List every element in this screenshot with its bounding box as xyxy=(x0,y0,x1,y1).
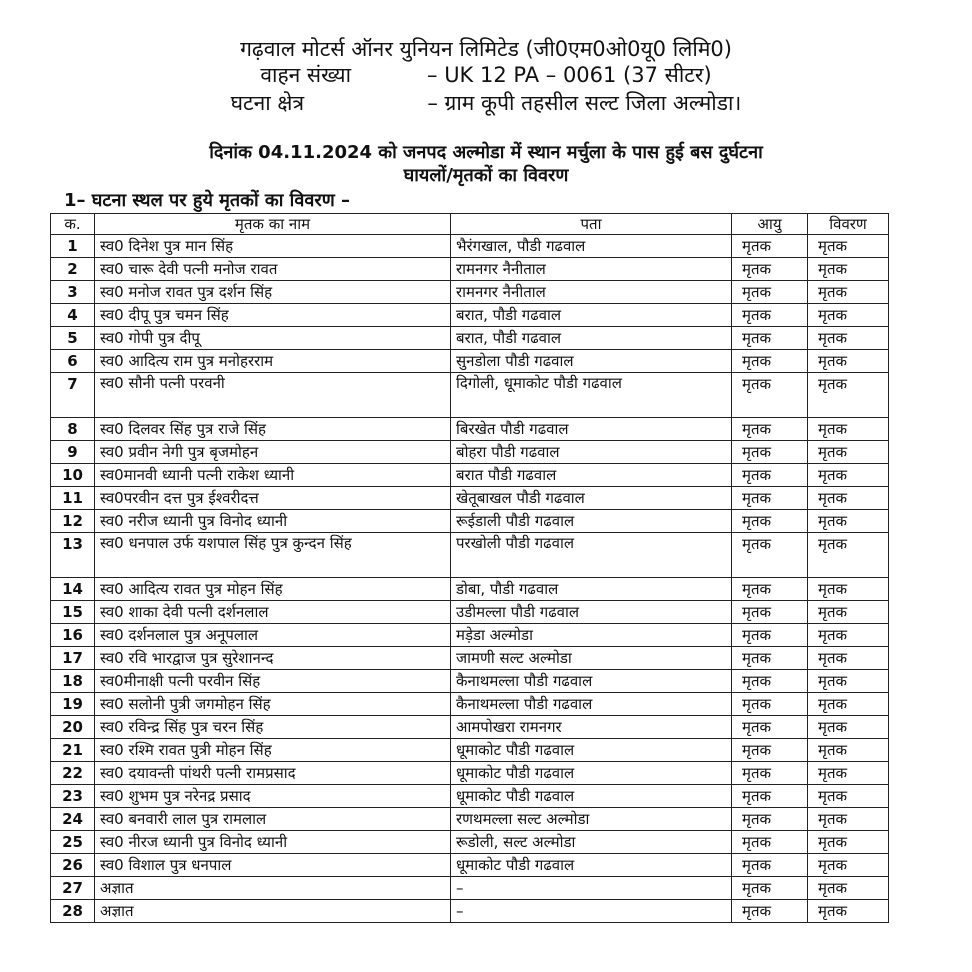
address-cell: बरात, पौडी गढवाल xyxy=(451,304,732,327)
vehicle-label: वाहन संख्या xyxy=(260,63,352,87)
table-row xyxy=(51,304,889,327)
name-cell: अज्ञात xyxy=(95,900,451,923)
detail-cell: मृतक xyxy=(808,762,889,785)
table-row xyxy=(51,693,889,716)
table-row xyxy=(51,441,889,464)
detail-cell: मृतक xyxy=(808,900,889,923)
detail-cell: मृतक xyxy=(808,578,889,601)
address-cell: रामनगर नैनीताल xyxy=(451,281,732,304)
detail-cell: मृतक xyxy=(808,831,889,854)
age-cell: मृतक xyxy=(732,601,808,624)
table-row xyxy=(51,647,889,670)
table-body xyxy=(51,235,889,923)
age-cell: मृतक xyxy=(732,739,808,762)
name-cell: स्व0 नरीज ध्यानी पुत्र विनोद ध्यानी xyxy=(95,510,451,533)
address-cell: रूईडाली पौडी गढवाल xyxy=(451,510,732,533)
serial-cell: 21 xyxy=(51,739,95,762)
age-cell: मृतक xyxy=(732,533,808,578)
section-heading: 1– घटना स्थल पर हुये मृतकों का विवरण – xyxy=(64,190,350,211)
address-cell: रणथमल्ला सल्ट अल्मोडा xyxy=(451,808,732,831)
age-cell: मृतक xyxy=(732,304,808,327)
table-row xyxy=(51,854,889,877)
table-row xyxy=(51,510,889,533)
address-cell: बरात पौडी गढवाल xyxy=(451,464,732,487)
age-cell: मृतक xyxy=(732,670,808,693)
header-detail: विवरण xyxy=(808,214,889,235)
address-cell: धूमाकोट पौडी गढवाल xyxy=(451,739,732,762)
name-cell: स्व0मीनाक्षी पत्नी परवीन सिंह xyxy=(95,670,451,693)
address-cell: रूडोली, सल्ट अल्मोडा xyxy=(451,831,732,854)
address-cell: मड़ेडा अल्मोडा xyxy=(451,624,732,647)
header-name: मृतक का नाम xyxy=(95,214,451,235)
address-cell: – xyxy=(451,900,732,923)
age-cell: मृतक xyxy=(732,785,808,808)
serial-cell: 16 xyxy=(51,624,95,647)
serial-cell: 3 xyxy=(51,281,95,304)
age-cell: मृतक xyxy=(732,510,808,533)
name-cell: स्व0 सौनी पत्नी परवनी xyxy=(95,373,451,418)
detail-cell: मृतक xyxy=(808,281,889,304)
age-cell: मृतक xyxy=(732,578,808,601)
age-cell: मृतक xyxy=(732,418,808,441)
serial-cell: 8 xyxy=(51,418,95,441)
detail-cell: मृतक xyxy=(808,487,889,510)
serial-cell: 9 xyxy=(51,441,95,464)
document-subtitle: घायलों/मृतकों का विवरण xyxy=(403,165,569,186)
detail-cell: मृतक xyxy=(808,350,889,373)
address-cell: कैनाथमल्ला पौडी गढवाल xyxy=(451,693,732,716)
name-cell: स्व0 विशाल पुत्र धनपाल xyxy=(95,854,451,877)
name-cell: स्व0 दिलवर सिंह पुत्र राजे सिंह xyxy=(95,418,451,441)
serial-cell: 17 xyxy=(51,647,95,670)
serial-cell: 13 xyxy=(51,533,95,578)
name-cell: स्व0 दीपू पुत्र चमन सिंह xyxy=(95,304,451,327)
serial-cell: 12 xyxy=(51,510,95,533)
age-cell: मृतक xyxy=(732,487,808,510)
age-cell: मृतक xyxy=(732,624,808,647)
age-cell: मृतक xyxy=(732,373,808,418)
name-cell: स्व0 आदित्य रावत पुत्र मोहन सिंह xyxy=(95,578,451,601)
name-cell: स्व0 धनपाल उर्फ यशपाल सिंह पुत्र कुन्दन सिंह xyxy=(95,533,451,578)
age-cell: मृतक xyxy=(732,441,808,464)
age-cell: मृतक xyxy=(732,854,808,877)
age-cell: मृतक xyxy=(732,808,808,831)
age-cell: मृतक xyxy=(732,900,808,923)
age-cell: मृतक xyxy=(732,647,808,670)
organization-title: गढ़वाल मोटर्स ऑनर युनियन लिमिटेड (जी0एम0ओ0यू0 लिमि0) xyxy=(240,37,732,61)
name-cell: स्व0 दयावन्ती पांथरी पत्नी रामप्रसाद xyxy=(95,762,451,785)
table-row xyxy=(51,785,889,808)
document-title: दिनांक 04.11.2024 को जनपद अल्मोडा में स्थान मर्चुला के पास हुई बस दुर्घटना xyxy=(209,142,763,163)
serial-cell: 5 xyxy=(51,327,95,350)
age-cell: मृतक xyxy=(732,464,808,487)
address-cell: धूमाकोट पौडी गढवाल xyxy=(451,762,732,785)
address-cell: आमपोखरा रामनगर xyxy=(451,716,732,739)
address-cell: सुनडोला पौडी गढवाल xyxy=(451,350,732,373)
table-row xyxy=(51,624,889,647)
age-cell: मृतक xyxy=(732,350,808,373)
serial-cell: 11 xyxy=(51,487,95,510)
vehicle-line xyxy=(0,62,972,88)
serial-cell: 10 xyxy=(51,464,95,487)
detail-cell: मृतक xyxy=(808,647,889,670)
age-cell: मृतक xyxy=(732,693,808,716)
table-row xyxy=(51,900,889,923)
name-cell: स्व0परवीन दत्त पुत्र ईश्वरीदत्त xyxy=(95,487,451,510)
serial-cell: 24 xyxy=(51,808,95,831)
name-cell: स्व0 रविन्द्र सिंह पुत्र चरन सिंह xyxy=(95,716,451,739)
table-row xyxy=(51,350,889,373)
serial-cell: 28 xyxy=(51,900,95,923)
address-cell: डोबा, पौडी गढवाल xyxy=(451,578,732,601)
area-line xyxy=(0,90,972,116)
address-cell: दिगोली, धूमाकोट पौडी गढवाल xyxy=(451,373,732,418)
detail-cell: मृतक xyxy=(808,601,889,624)
table-row xyxy=(51,831,889,854)
name-cell: स्व0 मनोज रावत पुत्र दर्शन सिंह xyxy=(95,281,451,304)
table-row xyxy=(51,235,889,258)
address-cell: – xyxy=(451,877,732,900)
age-cell: मृतक xyxy=(732,235,808,258)
age-cell: मृतक xyxy=(732,831,808,854)
name-cell: स्व0मानवी ध्यानी पत्नी राकेश ध्यानी xyxy=(95,464,451,487)
header-serial: क. xyxy=(51,214,95,235)
address-cell: कैनाथमल्ला पौडी गढवाल xyxy=(451,670,732,693)
detail-cell: मृतक xyxy=(808,808,889,831)
table-row xyxy=(51,327,889,350)
serial-cell: 15 xyxy=(51,601,95,624)
table-row xyxy=(51,762,889,785)
name-cell: स्व0 शुभम पुत्र नरेनद्र प्रसाद xyxy=(95,785,451,808)
table-row xyxy=(51,418,889,441)
table-row xyxy=(51,877,889,900)
address-cell: परखोली पौडी गढवाल xyxy=(451,533,732,578)
detail-cell: मृतक xyxy=(808,533,889,578)
age-cell: मृतक xyxy=(732,762,808,785)
table-row xyxy=(51,258,889,281)
name-cell: स्व0 सलोनी पुत्री जगमोहन सिंह xyxy=(95,693,451,716)
serial-cell: 25 xyxy=(51,831,95,854)
name-cell: स्व0 बनवारी लाल पुत्र रामलाल xyxy=(95,808,451,831)
detail-cell: मृतक xyxy=(808,464,889,487)
age-cell: मृतक xyxy=(732,877,808,900)
serial-cell: 19 xyxy=(51,693,95,716)
serial-cell: 22 xyxy=(51,762,95,785)
age-cell: मृतक xyxy=(732,281,808,304)
table-row xyxy=(51,716,889,739)
table-row xyxy=(51,464,889,487)
detail-cell: मृतक xyxy=(808,327,889,350)
name-cell: स्व0 रश्मि रावत पुत्री मोहन सिंह xyxy=(95,739,451,762)
detail-cell: मृतक xyxy=(808,716,889,739)
address-cell: उडीमल्ला पौडी गढवाल xyxy=(451,601,732,624)
address-cell: बरात, पौडी गढवाल xyxy=(451,327,732,350)
detail-cell: मृतक xyxy=(808,373,889,418)
age-cell: मृतक xyxy=(732,716,808,739)
table-row xyxy=(51,601,889,624)
age-cell: मृतक xyxy=(732,258,808,281)
casualty-table xyxy=(50,213,889,923)
table-row xyxy=(51,281,889,304)
table-row xyxy=(51,487,889,510)
table-row xyxy=(51,533,889,578)
detail-cell: मृतक xyxy=(808,693,889,716)
name-cell: स्व0 चारू देवी पत्नी मनोज रावत xyxy=(95,258,451,281)
serial-cell: 6 xyxy=(51,350,95,373)
name-cell: स्व0 शाका देवी पत्नी दर्शनलाल xyxy=(95,601,451,624)
serial-cell: 23 xyxy=(51,785,95,808)
address-cell: बोहरा पौडी गढवाल xyxy=(451,441,732,464)
name-cell: स्व0 दिनेश पुत्र मान सिंह xyxy=(95,235,451,258)
detail-cell: मृतक xyxy=(808,304,889,327)
name-cell: स्व0 नीरज ध्यानी पुत्र विनोद ध्यानी xyxy=(95,831,451,854)
serial-cell: 7 xyxy=(51,373,95,418)
address-cell: जामणी सल्ट अल्मोडा xyxy=(451,647,732,670)
address-cell: बिरखेत पौडी गढवाल xyxy=(451,418,732,441)
name-cell: स्व0 रवि भारद्वाज पुत्र सुरेशानन्द xyxy=(95,647,451,670)
detail-cell: मृतक xyxy=(808,785,889,808)
serial-cell: 14 xyxy=(51,578,95,601)
detail-cell: मृतक xyxy=(808,235,889,258)
header-address: पता xyxy=(451,214,732,235)
age-cell: मृतक xyxy=(732,327,808,350)
address-cell: धूमाकोट पौडी गढवाल xyxy=(451,785,732,808)
area-value: – ग्राम कूपी तहसील सल्ट जिला अल्मोडा। xyxy=(427,91,742,115)
detail-cell: मृतक xyxy=(808,418,889,441)
table-header-row xyxy=(51,214,889,235)
address-cell: भैरंगखाल, पौडी गढवाल xyxy=(451,235,732,258)
header-age: आयु xyxy=(732,214,808,235)
table-row xyxy=(51,739,889,762)
address-cell: खेतूबाखल पौडी गढवाल xyxy=(451,487,732,510)
detail-cell: मृतक xyxy=(808,441,889,464)
table-row xyxy=(51,373,889,418)
area-label: घटना क्षेत्र xyxy=(230,91,305,115)
table-row xyxy=(51,670,889,693)
name-cell: स्व0 दर्शनलाल पुत्र अनूपलाल xyxy=(95,624,451,647)
detail-cell: मृतक xyxy=(808,624,889,647)
address-cell: रामनगर नैनीताल xyxy=(451,258,732,281)
detail-cell: मृतक xyxy=(808,854,889,877)
name-cell: अज्ञात xyxy=(95,877,451,900)
detail-cell: मृतक xyxy=(808,739,889,762)
serial-cell: 1 xyxy=(51,235,95,258)
serial-cell: 4 xyxy=(51,304,95,327)
serial-cell: 2 xyxy=(51,258,95,281)
name-cell: स्व0 प्रवीन नेगी पुत्र बृजमोहन xyxy=(95,441,451,464)
detail-cell: मृतक xyxy=(808,877,889,900)
name-cell: स्व0 गोपी पुत्र दीपू xyxy=(95,327,451,350)
vehicle-value: – UK 12 PA – 0061 (37 सीटर) xyxy=(427,63,712,87)
table-row xyxy=(51,578,889,601)
serial-cell: 18 xyxy=(51,670,95,693)
serial-cell: 20 xyxy=(51,716,95,739)
serial-cell: 27 xyxy=(51,877,95,900)
table-row xyxy=(51,808,889,831)
detail-cell: मृतक xyxy=(808,258,889,281)
detail-cell: मृतक xyxy=(808,670,889,693)
serial-cell: 26 xyxy=(51,854,95,877)
name-cell: स्व0 आदित्य राम पुत्र मनोहरराम xyxy=(95,350,451,373)
detail-cell: मृतक xyxy=(808,510,889,533)
address-cell: धूमाकोट पौडी गढवाल xyxy=(451,854,732,877)
